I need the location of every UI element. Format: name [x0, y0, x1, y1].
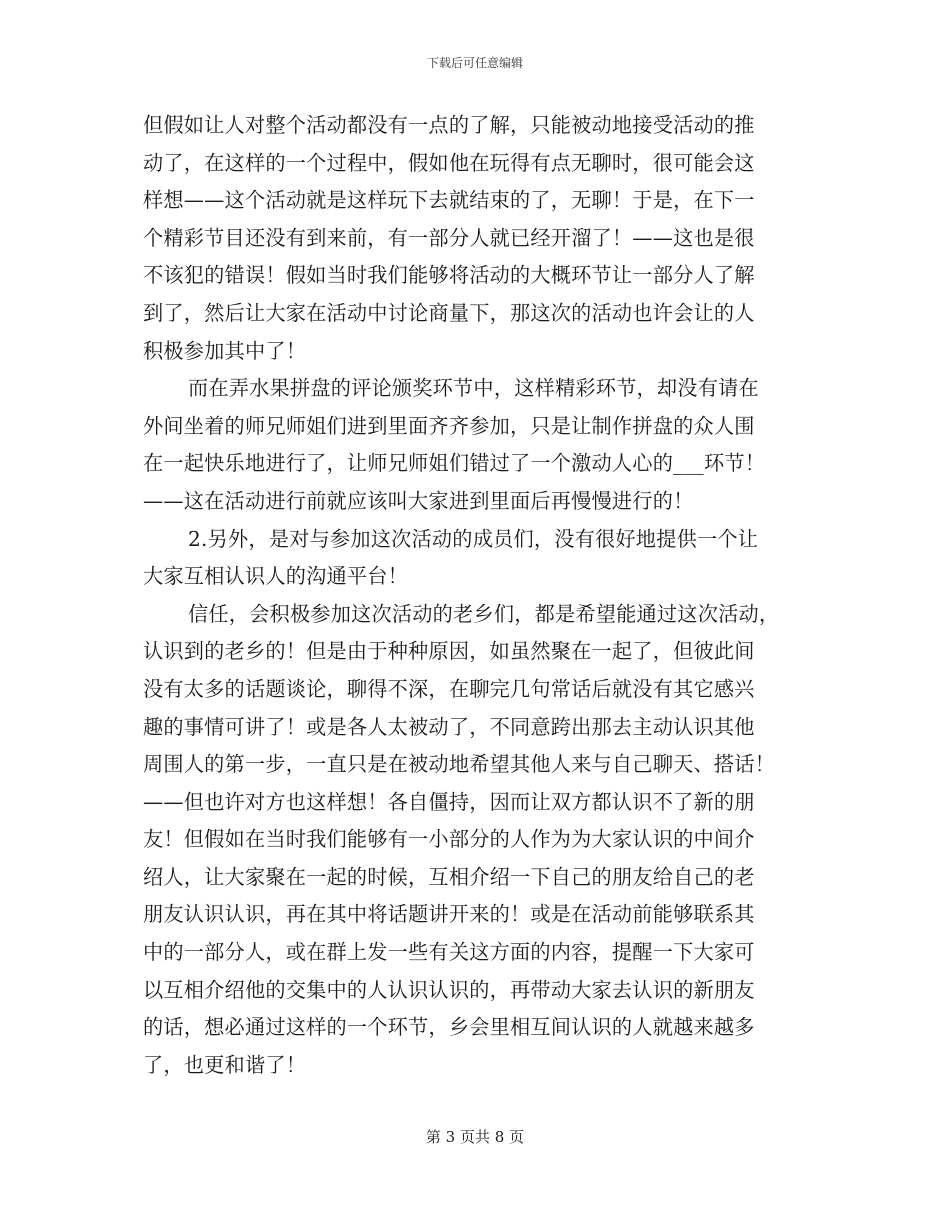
text-line: 积极参加其中了！: [143, 338, 307, 363]
text-line: ——但也许对方也这样想！各自僵持，因而让双方都认识不了新的朋: [143, 789, 755, 814]
document-body: [143, 107, 808, 1084]
text-line: 绍人，让大家聚在一起的时候，互相介绍一下自己的朋友给自己的老: [143, 864, 755, 889]
text-line: 样想——这个活动就是这样玩下去就结束的了，无聊！于是，在下一: [143, 188, 755, 213]
text-line: 动了，在这样的一个过程中，假如他在玩得有点无聊时，很可能会这: [143, 150, 755, 175]
text-line: 中的一部分人，或在群上发一些有关这方面的内容，提醒一下大家可: [143, 940, 755, 965]
text-line: 认识到的老乡的！但是由于种种原因，如虽然聚在一起了，但彼此间: [143, 639, 755, 664]
text-line: 的话，想必通过这样的一个环节，乡会里相互间认识的人就越来越多: [143, 1015, 755, 1040]
text-line: 2.另外，是对与参加这次活动的成员们，没有很好地提供一个让: [188, 526, 759, 551]
text-line: 个精彩节目还没有到来前，有一部分人就已经开溜了！——这也是很: [143, 225, 755, 250]
text-line: 周围人的第一步，一直只是在被动地希望其他人来与自己聊天、搭话！: [143, 752, 776, 777]
text-line: 趣的事情可讲了！或是各人太被动了，不同意跨出那去主动认识其他: [143, 714, 755, 739]
text-line: 信任，会积极参加这次活动的老乡们，都是希望能通过这次活动，: [188, 601, 780, 626]
page-header: 下载后可任意编辑: [426, 56, 523, 70]
text-line: 朋友认识认识，再在其中将话题讲开来的！或是在活动前能够联系其: [143, 902, 755, 927]
text-line: 而在弄水果拼盘的评论颁奖环节中，这样精彩环节，却没有请在: [188, 376, 759, 401]
text-line: 友！但假如在当时我们能够有一小部分的人作为为大家认识的中间介: [143, 827, 755, 852]
text-line: 大家互相认识人的沟通平台！: [143, 564, 409, 589]
text-line: 在一起快乐地进行了，让师兄师姐们错过了一个激动人心的___环节！: [143, 451, 766, 476]
text-line: 到了，然后让大家在活动中讨论商量下，那这次的活动也许会让的人: [143, 300, 755, 325]
text-line: 了，也更和谐了！: [143, 1052, 307, 1077]
page-number: 第 3 页共 8 页: [425, 1128, 525, 1146]
text-line: 但假如让人对整个活动都没有一点的了解，只能被动地接受活动的推: [143, 113, 755, 137]
text-line: 以互相介绍他的交集中的人认识认识的，再带动大家去认识的新朋友: [143, 977, 755, 1002]
text-line: 不该犯的错误！假如当时我们能够将活动的大概环节让一部分人了解: [143, 263, 755, 288]
text-line: ——这在活动进行前就应该叫大家进到里面后再慢慢进行的！: [143, 488, 694, 513]
text-line: 外间坐着的师兄师姐们进到里面齐齐参加，只是让制作拼盘的众人围: [143, 413, 755, 438]
text-line: 没有太多的话题谈论，聊得不深，在聊完几句常话后就没有其它感兴: [143, 676, 755, 701]
